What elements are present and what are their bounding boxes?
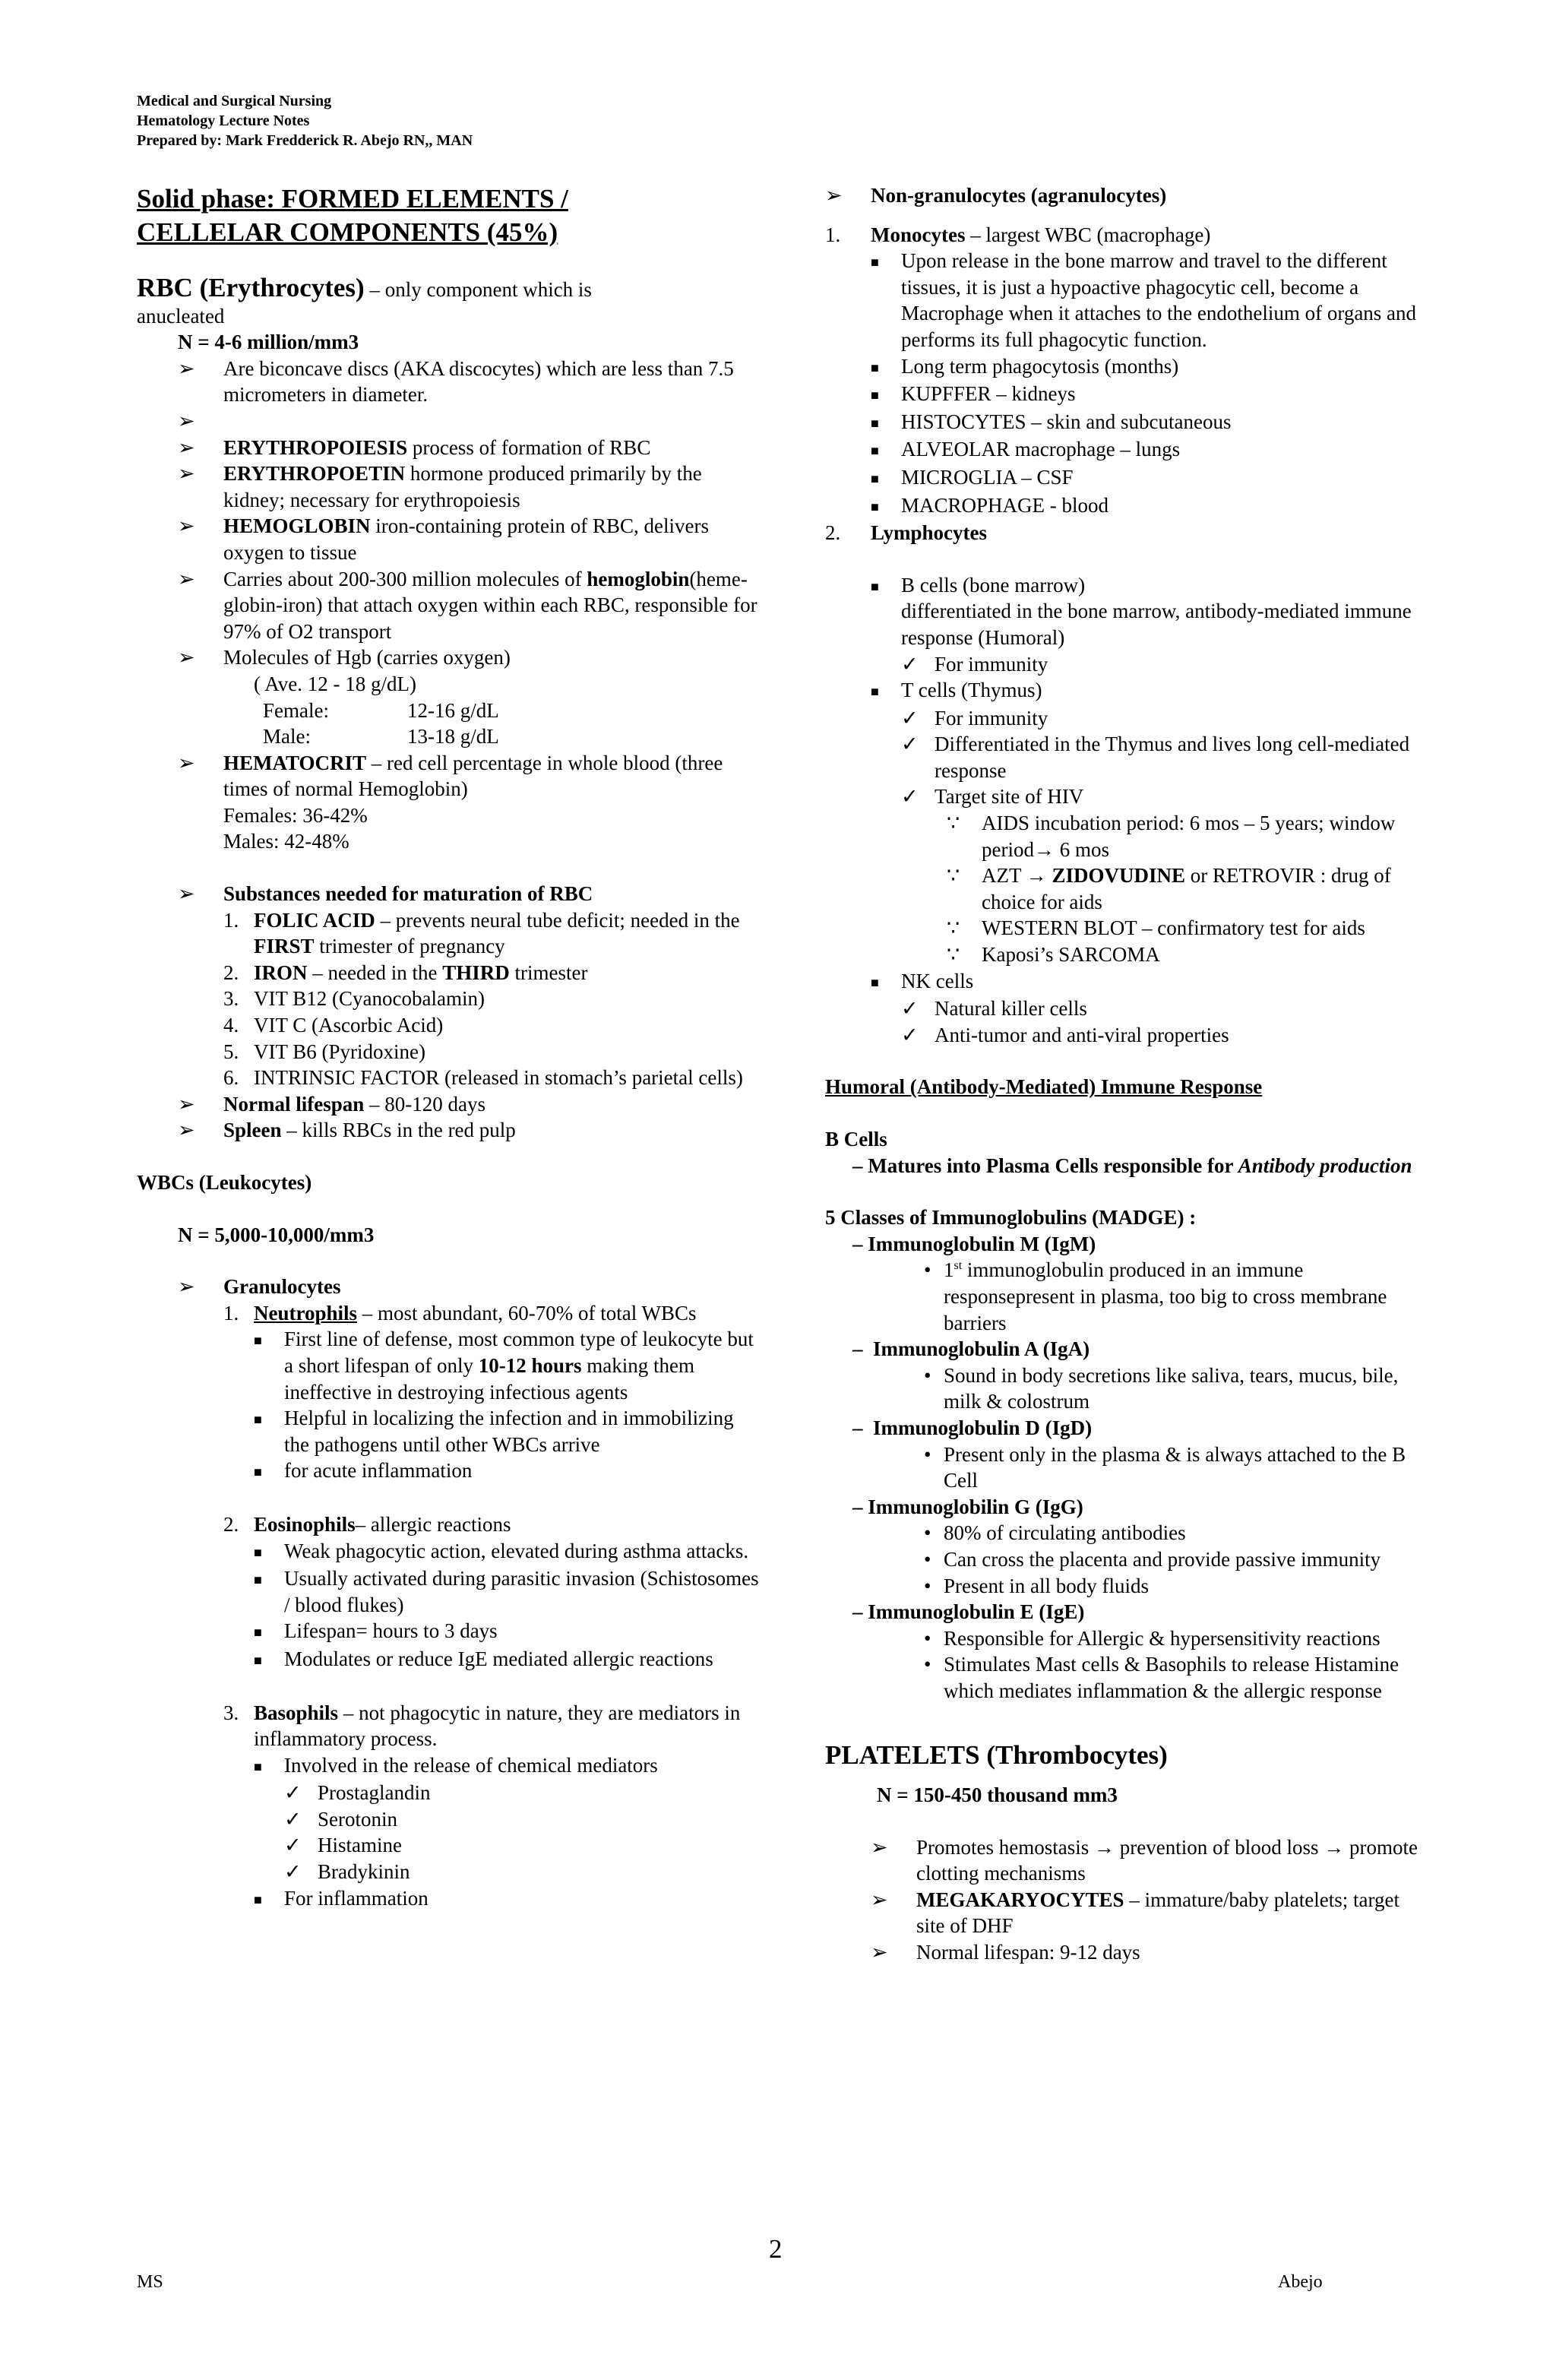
list-item: ■ Lifespan= hours to 3 days (254, 1619, 498, 1643)
list-item: ■ Long term phagocytosis (months) (871, 354, 1179, 378)
list-item: 3. VIT B12 (Cyanocobalamin) (223, 987, 485, 1011)
list-item: ■ Involved in the release of chemical mediators (254, 1753, 658, 1777)
list-item: 1. FOLIC ACID – prevents neural tube deficit; needed in the FIRST trimester of pregnancy (223, 908, 740, 958)
page-number: 2 (769, 2234, 783, 2264)
platelets-heading: PLATELETS (Thrombocytes) (825, 1740, 1168, 1771)
list-item: ➢ Carries about 200-300 million molecules of hemoglobin(heme-globin-iron) that attach oxygen within each RBC, responsible for 97% of O2 transport (178, 567, 757, 643)
list-item: ✓ For immunity (901, 706, 1048, 730)
list-item: ■ First line of defense, most common type of leukocyte but a short lifespan of only 10-12 hours making them ineffective in destroying infectious agents (254, 1328, 754, 1404)
list-item: ■ for acute inflammation (254, 1459, 473, 1483)
list-item: ✓ For immunity (901, 652, 1048, 676)
list-item: 1. Monocytes – largest WBC (macrophage) (825, 223, 1211, 246)
list-item: ■ Modulates or reduce IgE mediated allergic reactions (254, 1647, 713, 1670)
list-item: ✓ Differentiated in the Thymus and lives long cell-mediated response (901, 733, 1410, 782)
left-column (137, 182, 760, 1913)
list-item: ■ KUPFFER – kidneys (871, 382, 1076, 406)
list-item: ∵ WESTERN BLOT – confirmatory test for aids (947, 916, 1365, 940)
list-item: ■ MACROPHAGE - blood (871, 493, 1109, 517)
list-item: ■ Upon release in the bone marrow and travel to the different tissues, it is just a hypoactive phagocytic cell, become a Macrophage when it attaches to the endothelium of organs and performs its full phagocytic function. (871, 249, 1417, 351)
list-item: ✓ Histamine (284, 1834, 402, 1857)
list-item: 4. VIT C (Ascorbic Acid) (223, 1014, 444, 1037)
list-item: ✓ Natural killer cells (901, 997, 1087, 1021)
ige-heading: – Immunoglobulin E (IgE) (852, 1600, 1085, 1624)
list-item: 3. Basophils – not phagocytic in nature, they are mediators in inflammatory process. (223, 1701, 741, 1751)
list-item: ➢ Substances needed for maturation of RBC (178, 882, 593, 906)
list-item: • Responsible for Allergic & hypersensitivity reactions (924, 1626, 1380, 1650)
bcells-desc: – Matures into Plasma Cells responsible for Antibody production (852, 1154, 1412, 1177)
list-item: ➢ (178, 409, 195, 432)
list-item: • Present in all body fluids (924, 1574, 1149, 1597)
footer-right: Abejo (1278, 2272, 1323, 2292)
list-item: ■ HISTOCYTES – skin and subcutaneous (871, 410, 1232, 433)
list-item: ■ B cells (bone marrow) differentiated in the bone marrow, antibody-mediated immune response (Humoral) (871, 573, 1412, 649)
list-item: ■ Usually activated during parasitic invasion (Schistosomes / blood flukes) (254, 1567, 759, 1616)
list-item: ■ For inflammation (254, 1886, 429, 1910)
list-item: ➢ Granulocytes (178, 1275, 341, 1299)
list-item: 6. INTRINSIC FACTOR (released in stomach’s parietal cells) (223, 1066, 743, 1090)
igg-heading: – Immunoglobilin G (IgG) (852, 1495, 1083, 1518)
list-item: ∵ AZT → ZIDOVUDINE or RETROVIR : drug of choice for aids (947, 864, 1391, 913)
list-item: ∵ AIDS incubation period: 6 mos – 5 years; window period→ 6 mos (947, 812, 1396, 861)
list-item: ➢ Non-granulocytes (agranulocytes) (825, 184, 1167, 207)
list-item: 1. Neutrophils – most abundant, 60-70% of total WBCs (223, 1301, 697, 1325)
list-item: 5. VIT B6 (Pyridoxine) (223, 1040, 425, 1063)
wbc-normal-value: N = 5,000-10,000/mm3 (178, 1223, 375, 1246)
list-item: • Can cross the placenta and provide passive immunity (924, 1547, 1381, 1571)
list-item: 2. IRON – needed in the THIRD trimester (223, 961, 588, 984)
list-item: ➢ Normal lifespan: 9-12 days (871, 1941, 1140, 1964)
igm-heading: – Immunoglobulin M (IgM) (852, 1232, 1096, 1255)
rbc-normal-value: N = 4-6 million/mm3 (178, 331, 359, 354)
list-item: ➢ HEMATOCRIT – red cell percentage in whole blood (three times of normal Hemoglobin) Females: 36-42% Males: 42-48% (178, 751, 723, 853)
list-item: ➢ Spleen – kills RBCs in the red pulp (178, 1119, 516, 1142)
list-item: ■ MICROGLIA – CSF (871, 465, 1074, 489)
list-item: • 1st immunoglobulin produced in an immune responsepresent in plasma, too big to cross membrane barriers (924, 1258, 1387, 1334)
page-header (137, 91, 473, 150)
list-item: ✓ Anti-tumor and anti-viral properties (901, 1023, 1229, 1046)
wbc-heading: WBCs (Leukocytes) (137, 1171, 312, 1194)
list-item: ➢ HEMOGLOBIN iron-containing protein of RBC, delivers oxygen to tissue (178, 514, 709, 564)
list-item: 2. Eosinophils– allergic reactions (223, 1512, 511, 1536)
list-item: ■ ALVEOLAR macrophage – lungs (871, 438, 1181, 461)
rbc-heading: RBC (Erythrocytes) – only component which is (137, 273, 592, 302)
humoral-heading: Humoral (Antibody-Mediated) Immune Response (825, 1075, 1263, 1099)
footer-left: MS (137, 2272, 163, 2292)
list-item: • 80% of circulating antibodies (924, 1521, 1186, 1545)
right-column (825, 182, 1433, 1966)
list-item: ✓ Serotonin (284, 1807, 397, 1831)
list-item: • Present only in the plasma & is always attached to the B Cell (924, 1442, 1406, 1492)
list-item: ➢ ERYTHROPOIESIS process of formation of RBC (178, 435, 651, 459)
rbc-heading-cont: anucleated (137, 304, 225, 328)
list-item: ■ T cells (Thymus) (871, 679, 1042, 702)
section-title-line2: CELLELAR COMPONENTS (45%) (137, 217, 558, 247)
list-item: • Sound in body secretions like saliva, tears, mucus, bile, milk & colostrum (924, 1363, 1399, 1413)
list-item: ∵ Kaposi’s SARCOMA (947, 943, 1160, 967)
list-item: ➢ Normal lifespan – 80-120 days (178, 1092, 485, 1116)
header-author: Prepared by: Mark Fredderick R. Abejo RN,, MAN (137, 132, 473, 149)
bcells-heading: B Cells (825, 1128, 887, 1150)
header-course: Medical and Surgical Nursing (137, 93, 332, 109)
list-item: • Stimulates Mast cells & Basophils to release Histamine which mediates inflammation & the allergic response (924, 1653, 1399, 1702)
list-item: ✓ Prostaglandin (284, 1781, 431, 1805)
list-item: ➢ MEGAKARYOCYTES – immature/baby platelets; target site of DHF (871, 1888, 1399, 1938)
list-item: ➢ Molecules of Hgb (carries oxygen) ( Ave. 12 - 18 g/dL) Female: 12-16 g/dL Male: 13-18 g/dL (178, 646, 511, 748)
header-subject: Hematology Lecture Notes (137, 112, 310, 129)
list-item: ✓ Target site of HIV (901, 785, 1084, 809)
list-item: ■ Weak phagocytic action, elevated during asthma attacks. (254, 1539, 749, 1562)
section-title-line1: Solid phase: FORMED ELEMENTS / (137, 184, 568, 214)
list-item: ✓ Bradykinin (284, 1860, 410, 1884)
list-item: ■ Helpful in localizing the infection and in immobilizing the pathogens until other WBCs arrive (254, 1407, 734, 1456)
list-item: ➢ ERYTHROPOETIN hormone produced primarily by the kidney; necessary for erythropoiesis (178, 462, 702, 511)
iga-heading: – Immunoglobulin A (IgA) (852, 1337, 1090, 1361)
ig-classes-heading: 5 Classes of Immunoglobulins (MADGE) : (825, 1206, 1197, 1230)
list-item: ■ NK cells (871, 969, 974, 992)
list-item: 2. Lymphocytes (825, 521, 988, 545)
igd-heading: – Immunoglobulin D (IgD) (852, 1416, 1093, 1439)
list-item: ➢ Are biconcave discs (AKA discocytes) which are less than 7.5 micrometers in diameter. (178, 356, 734, 407)
list-item: ➢ Promotes hemostasis → prevention of blood loss → promote clotting mechanisms (871, 1835, 1418, 1885)
platelets-normal-value: N = 150-450 thousand mm3 (877, 1783, 1118, 1807)
